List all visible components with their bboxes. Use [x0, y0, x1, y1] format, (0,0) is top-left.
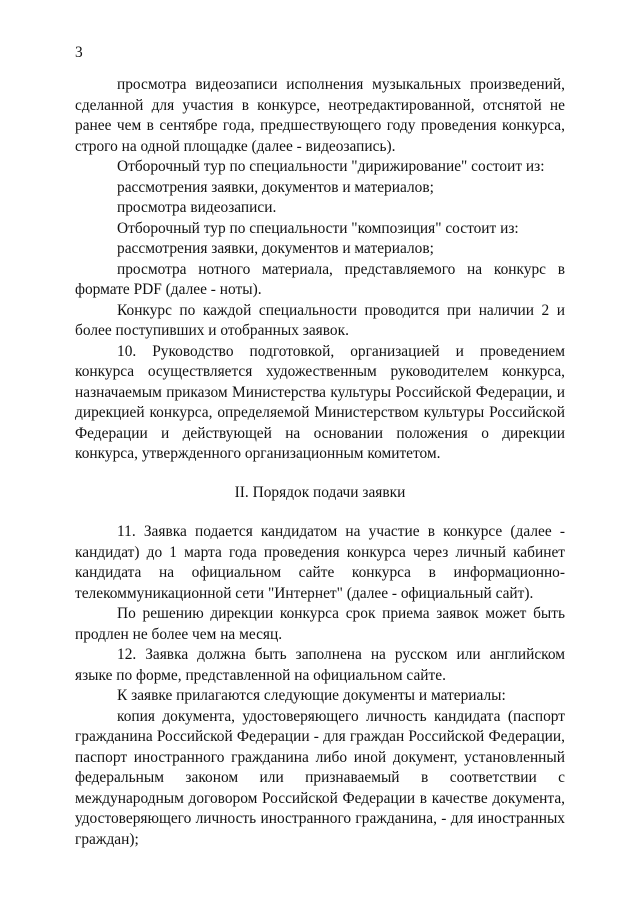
- paragraph: 11. Заявка подается кандидатом на участие в конкурсе (далее - кандидат) до 1 марта года проведения конкурса через личный кабинет кандидата на официальном сайте конкурса в информационно-телекоммуникационной сети "Интернет" (далее - официальный сайт).: [75, 523, 565, 602]
- paragraph: рассмотрения заявки, документов и материалов;: [117, 178, 434, 196]
- paragraph: копия документа, удостоверяющего личность кандидата (паспорт гражданина Российской Федерации - для граждан Российской Федерации, паспорт иностранного гражданина либо иной документ, установленный федеральным законом или признаваемый в соответствии с международным договором Российской Федерации в качестве документа, удостоверяющего личность иностранного гражданина, - для иностранных граждан);: [75, 707, 565, 848]
- paragraph: просмотра видеозаписи.: [117, 199, 277, 216]
- paragraph: рассмотрения заявки, документов и материалов;: [117, 240, 434, 257]
- paragraph: просмотра видеозаписи исполнения музыкальных произведений, сделанной для участия в конкурсе, неотредактированной, отснятой не ранее чем в сентябре года, предшествующего году проведения конкурса, строго на одной площадке (далее - видеозапись).: [75, 76, 565, 155]
- paragraph: Конкурс по каждой специальности проводится при наличии 2 и более поступивших и отобранных заявок.: [75, 301, 565, 339]
- paragraph: просмотра нотного материала, представляемого на конкурс в формате PDF (далее - ноты).: [75, 260, 565, 298]
- paragraphs-bottom: [75, 522, 565, 850]
- section-heading: II. Порядок подачи заявки: [234, 483, 406, 501]
- paragraph: 10. Руководство подготовкой, организацией и проведением конкурса осуществляется художественным руководителем конкурса, назначаемым приказом Министерства культуры Российской Федерации, и дирекцией конкурса, определяемой Министерством культуры Российской Федерации и действующей на основании положения о дирекции конкурса, утвержденного организационным комитетом.: [75, 342, 565, 462]
- paragraph: 12. Заявка должна быть заполнена на русском или английском языке по форме, представленной на официальном сайте.: [75, 646, 565, 684]
- paragraphs-top: [75, 75, 565, 465]
- paragraph: По решению дирекции конкурса срок приема заявок может быть продлен не более чем на месяц.: [75, 605, 565, 643]
- paragraph: Отборочный тур по специальности "дирижирование" состоит из:: [117, 158, 545, 175]
- document-body: [75, 75, 565, 850]
- page-number: 3: [75, 44, 83, 61]
- paragraph: Отборочный тур по специальности "композиция" состоит из:: [117, 219, 519, 237]
- paragraph: К заявке прилагаются следующие документы и материалы:: [117, 687, 506, 704]
